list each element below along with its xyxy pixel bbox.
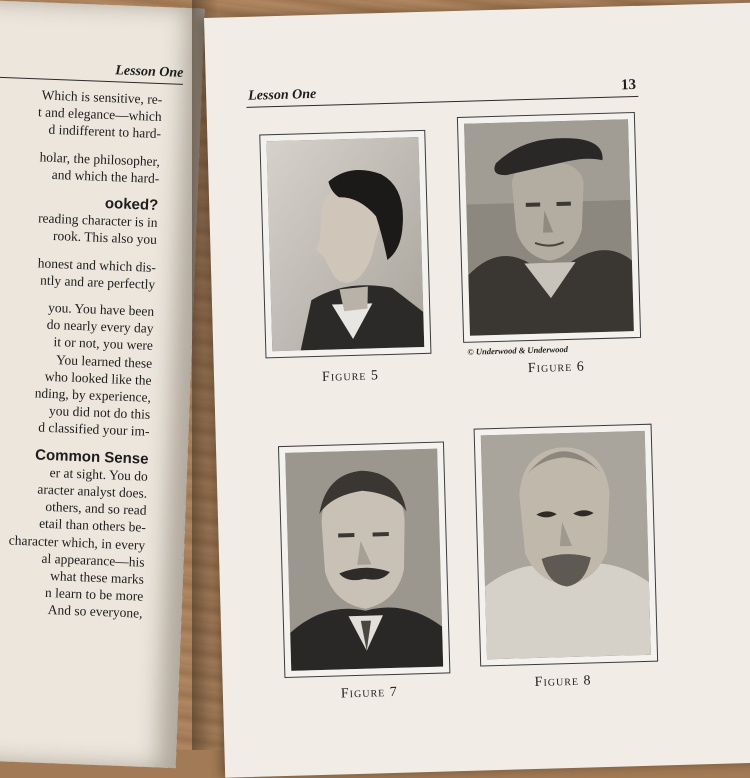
right-page xyxy=(204,2,750,777)
text-line: Which is sensitive, re- xyxy=(41,87,163,108)
text-line: And so everyone, xyxy=(47,602,143,622)
section-heading: ooked? xyxy=(104,194,159,215)
figure-7-frame xyxy=(278,441,450,678)
text-line: al appearance—his xyxy=(41,550,145,570)
text-line: character which, in every xyxy=(8,532,146,553)
section-heading: Common Sense xyxy=(34,446,149,468)
figure-6-credit: © Underwood & Underwood xyxy=(467,343,569,357)
text-line: others, and so read xyxy=(45,499,147,519)
text-line: you. You have been xyxy=(47,299,155,319)
text-line: holar, the philosopher, xyxy=(39,149,161,169)
left-running-header: Lesson One xyxy=(0,59,184,85)
figure-8-caption: Figure 8 xyxy=(534,673,592,691)
figure-5-frame xyxy=(259,130,431,359)
text-line: reading character is in xyxy=(37,210,158,231)
figure-8-photo xyxy=(481,431,651,659)
text-line: and which the hard- xyxy=(51,166,160,186)
left-body-text xyxy=(0,84,163,622)
text-line: You learned these xyxy=(55,351,153,371)
figure-7-caption: Figure 7 xyxy=(340,684,398,702)
figure-6-photo xyxy=(464,119,634,335)
text-line: you did not do this xyxy=(48,403,151,423)
figure-7-photo xyxy=(285,449,443,671)
text-line: honest and which dis- xyxy=(37,255,157,275)
text-line: t and elegance—which xyxy=(37,104,162,125)
text-line: er at sight. You do xyxy=(49,464,149,484)
text-line: aracter analyst does. xyxy=(37,481,148,501)
figure-6-caption: Figure 6 xyxy=(527,359,585,377)
left-page xyxy=(0,0,205,768)
text-line: rook. This also you xyxy=(52,228,158,248)
text-line: who looked like the xyxy=(44,368,152,388)
figure-5-caption: Figure 5 xyxy=(321,368,380,385)
text-line: d classified your im- xyxy=(37,420,150,440)
text-line: it or not, you were xyxy=(53,334,154,354)
text-line: etail than others be- xyxy=(38,516,147,536)
right-running-header xyxy=(246,76,638,108)
figure-6-frame xyxy=(457,112,641,343)
text-line: d indifferent to hard- xyxy=(48,122,162,142)
figure-8-frame xyxy=(474,424,659,667)
text-line: ntly and are perfectly xyxy=(39,272,156,292)
text-line: do nearly every day xyxy=(46,317,154,337)
running-header-title: Lesson One xyxy=(247,86,317,104)
figure-5-photo xyxy=(266,137,424,351)
text-line: n learn to be more xyxy=(44,585,144,604)
text-line: nding, by experience, xyxy=(34,385,152,405)
text-line: what these marks xyxy=(49,568,145,587)
page-number: 13 xyxy=(620,76,637,94)
